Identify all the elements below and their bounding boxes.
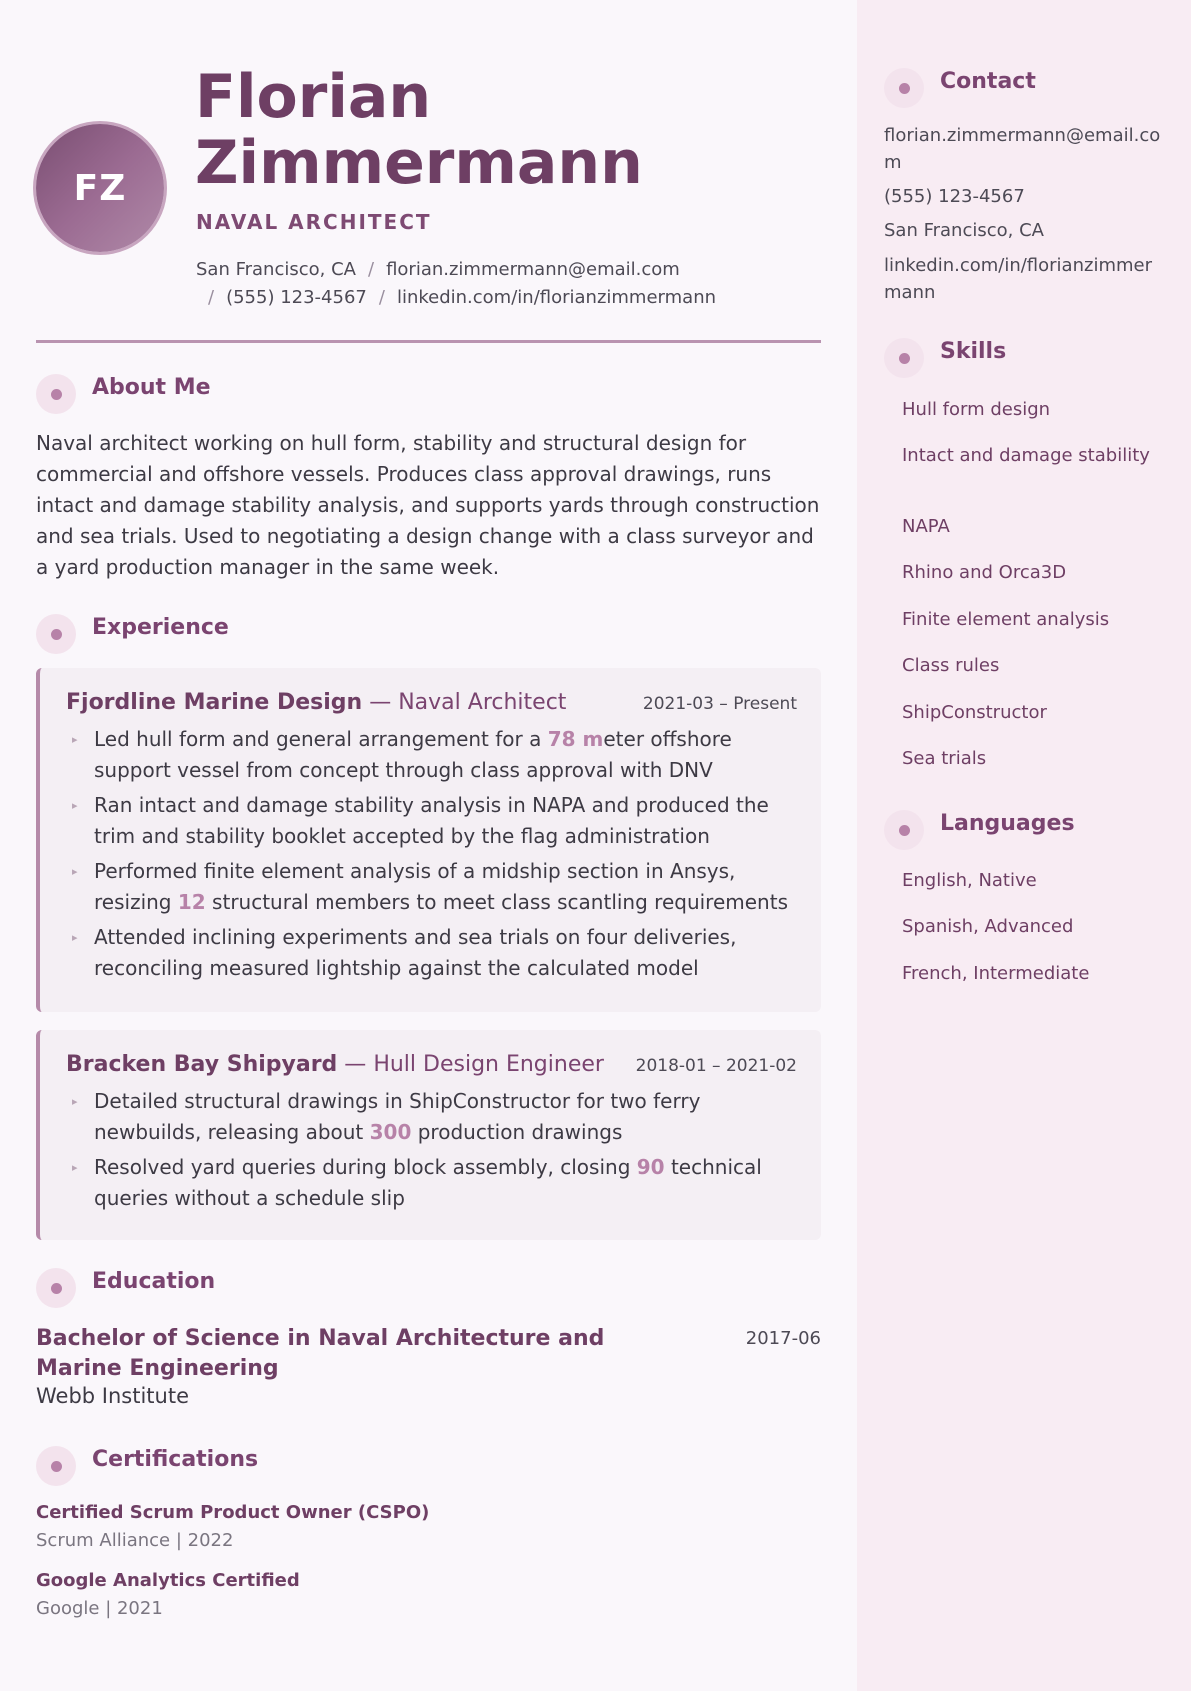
- cert-meta: Google | 2021: [36, 1598, 163, 1619]
- skill-item: NAPA: [902, 516, 950, 537]
- bullet-arrow-icon: ▸: [72, 1095, 78, 1108]
- cert-name: Google Analytics Certified: [36, 1570, 300, 1591]
- job-header: Fjordline Marine Design — Naval Architect: [66, 690, 567, 715]
- education-date: 2017-06: [745, 1328, 821, 1349]
- certifications-heading: Certifications: [92, 1446, 259, 1472]
- bullet-arrow-icon: ▸: [72, 733, 78, 746]
- header-linkedin[interactable]: linkedin.com/in/florianzimmermann: [396, 287, 717, 308]
- bullet-arrow-icon: ▸: [72, 931, 78, 944]
- section-dot-icon: [884, 810, 924, 850]
- separator: /: [378, 287, 385, 308]
- language-item: English, Native: [902, 870, 1037, 891]
- skill-item: Intact and damage stability: [902, 445, 1150, 466]
- job-card-2: [36, 1030, 821, 1240]
- candidate-name: Florian Zimmermann: [195, 62, 643, 198]
- avatar-initials: FZ: [73, 167, 127, 209]
- experience-section-header: [36, 614, 229, 654]
- section-dot-icon: [36, 374, 76, 414]
- contact-section-header: [884, 68, 1036, 108]
- bullet: ▸ Resolved yard queries during block assembly, closing 90 technical queries without a schedule slip: [66, 1152, 796, 1214]
- about-section-header: [36, 374, 211, 414]
- cert-name: Certified Scrum Product Owner (CSPO): [36, 1502, 430, 1523]
- skill-item: Sea trials: [902, 748, 987, 769]
- job-bullets: [66, 1086, 796, 1218]
- job-header: Bracken Bay Shipyard — Hull Design Engineer: [66, 1052, 604, 1077]
- languages-heading: Languages: [940, 810, 1075, 836]
- skill-item: ShipConstructor: [902, 702, 1047, 723]
- header-location: San Francisco, CA: [196, 259, 356, 280]
- section-dot-icon: [36, 1268, 76, 1308]
- skills-section-header: [884, 338, 1006, 378]
- education-school: Webb Institute: [36, 1384, 189, 1408]
- certifications-section-header: [36, 1446, 258, 1486]
- language-item: Spanish, Advanced: [902, 916, 1074, 937]
- job-dates: 2018-01 – 2021-02: [635, 1056, 797, 1076]
- language-item: French, Intermediate: [902, 963, 1090, 984]
- education-heading: Education: [92, 1268, 216, 1294]
- header-email[interactable]: florian.zimmermann@email.com: [386, 259, 680, 280]
- contact-heading: Contact: [940, 68, 1036, 94]
- bullet-arrow-icon: ▸: [72, 799, 78, 812]
- section-dot-icon: [884, 338, 924, 378]
- about-heading: About Me: [92, 374, 211, 400]
- education-section-header: [36, 1268, 215, 1308]
- skill-item: Rhino and Orca3D: [902, 562, 1067, 583]
- bullet: ▸ Attended inclining experiments and sea trials on four deliveries, reconciling measured lightship against the calculated model: [66, 922, 796, 984]
- job-role: Hull Design Engineer: [373, 1052, 604, 1077]
- section-dot-icon: [884, 68, 924, 108]
- sidebar-phone[interactable]: (555) 123-4567: [884, 186, 1025, 207]
- job-card-1: [36, 668, 821, 1012]
- bullet-arrow-icon: ▸: [72, 1161, 78, 1174]
- skills-heading: Skills: [940, 338, 1007, 364]
- cert-meta: Scrum Alliance | 2022: [36, 1530, 234, 1551]
- separator: /: [367, 259, 375, 280]
- job-dates: 2021-03 – Present: [642, 694, 797, 714]
- education-degree: Bachelor of Science in Naval Architecture and Marine Engineering: [36, 1326, 605, 1381]
- job-role: Naval Architect: [398, 690, 567, 715]
- separator: /: [208, 287, 215, 308]
- bullet: ▸ Detailed structural drawings in ShipConstructor for two ferry newbuilds, releasing about 300 production drawings: [66, 1086, 796, 1148]
- languages-section-header: [884, 810, 1075, 850]
- section-dot-icon: [36, 614, 76, 654]
- skill-item: Hull form design: [902, 399, 1051, 420]
- header-divider: [36, 340, 821, 343]
- about-text: Naval architect working on hull form, stability and structural design for commercial and offshore vessels. Produces class approval drawings, runs intact and damage stability analysis, and supports yards through construction and sea trials. Used to negotiating a design change with a class surveyor and a yard production manager in the same week.: [36, 431, 820, 579]
- sidebar-location: San Francisco, CA: [884, 220, 1044, 241]
- job-bullets: [66, 724, 796, 988]
- job-title: NAVAL ARCHITECT: [196, 210, 432, 234]
- bullet: ▸ Ran intact and damage stability analysis in NAPA and produced the trim and stability booklet accepted by the flag administration: [66, 790, 796, 852]
- bullet: ▸ Performed finite element analysis of a midship section in Ansys, resizing 12 structural members to meet class scantling requirements: [66, 856, 796, 918]
- job-company: Bracken Bay Shipyard: [66, 1052, 338, 1077]
- header-contact: [196, 256, 786, 312]
- skill-item: Finite element analysis: [902, 609, 1110, 630]
- header-phone[interactable]: (555) 123-4567: [226, 287, 367, 308]
- experience-heading: Experience: [92, 614, 229, 640]
- job-company: Fjordline Marine Design: [66, 690, 363, 715]
- sidebar-linkedin[interactable]: linkedin.com/in/florianzimmermann: [884, 255, 1152, 303]
- bullet: ▸ Led hull form and general arrangement for a 78 meter offshore support vessel from concept through class approval with DNV: [66, 724, 796, 786]
- section-dot-icon: [36, 1446, 76, 1486]
- bullet-arrow-icon: ▸: [72, 865, 78, 878]
- sidebar-email[interactable]: florian.zimmermann@email.com: [884, 125, 1161, 173]
- skill-item: Class rules: [902, 655, 1000, 676]
- avatar: [36, 124, 164, 252]
